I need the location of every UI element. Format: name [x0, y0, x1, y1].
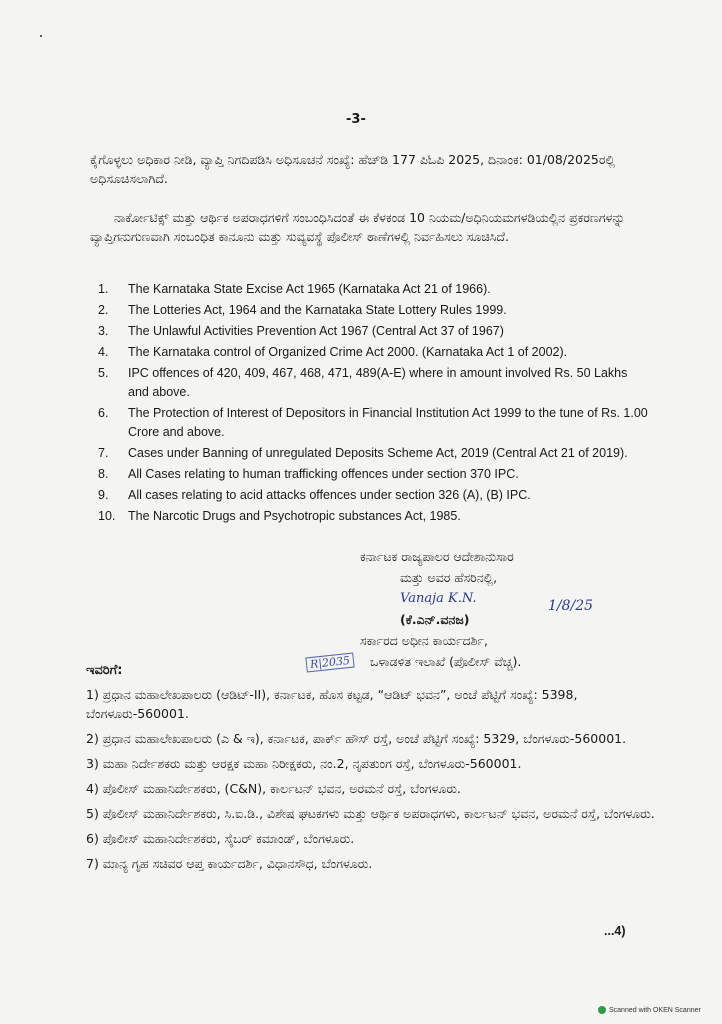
recipients-heading: ಇವರಿಗೆ:	[86, 663, 123, 678]
list-item: 4) ಪೊಲೀಸ್ ಮಹಾನಿರ್ದೇಶಕರು, (C&N), ಕಾರ್ಲಟನ್ ಭವನ, ಅರಮನೆ ರಸ್ತೆ, ಬೆಂಗಳೂರು.	[86, 781, 461, 796]
list-item: 2. The Lotteries Act, 1964 and the Karnataka State Lottery Rules 1999.	[98, 303, 507, 317]
list-item: 6. The Protection of Interest of Depositors in Financial Institution Act 1999 to the tune of Rs. 1.00 Crore and above.	[98, 406, 648, 439]
signatory-name: (ಕೆ.ಎನ್.ವನಜ)	[400, 612, 470, 627]
signature-authority-line: ಕರ್ನಾಟಕ ರಾಜ್ಯಪಾಲರ ಆದೇಶಾನುಸಾರ	[360, 549, 514, 564]
list-item: 5. IPC offences of 420, 409, 467, 468, 471, 489(A-E) where in amount involved Rs. 50 Lakhs and above.	[98, 366, 628, 399]
list-item: 3) ಮಹಾ ನಿರ್ದೇಶಕರು ಮತ್ತು ಆರಕ್ಷಕ ಮಹಾ ನಿರೀಕ್ಷಕರು, ನಂ.2, ನೃಪತುಂಗ ರಸ್ತೆ, ಬೆಂಗಳೂರು-560001.	[86, 756, 522, 771]
recipients-list	[86, 685, 656, 879]
list-item: 1) ಪ್ರಧಾನ ಮಹಾಲೇಖಪಾಲರು (ಆಡಿಟ್-II), ಕರ್ನಾಟಕ, ಹೊಸ ಕಟ್ಟಡ, “ಆಡಿಟ್ ಭವನ”, ಅಂಚೆ ಪೆಟ್ಟಿಗೆ ಸಂಖ್ಯೆ: 5398, ಬೆಂಗಳೂರು-560001.	[86, 687, 578, 721]
paragraph-instruction: ನಾರ್ಕೋಟಿಕ್ಸ್ ಮತ್ತು ಆರ್ಥಿಕ ಅಪರಾಧಗಳಿಗೆ ಸಂಬಂಧಿಸಿದಂತೆ ಈ ಕೆಳಕಂಡ 10 ನಿಯಮ/ಅಧಿನಿಯಮಗಳಡಿಯಲ್ಲಿನ ಪ್ರಕರಣಗಳನ್ನು ವ್ಯಾಪ್ತಿಗನುಗುಣವಾಗಿ ಸಂಬಂಧಿತ ಕಾನೂನು ಮತ್ತು ಸುವ್ಯವಸ್ಥೆ ಪೊಲೀಸ್ ಠಾಣೆಗಳಲ್ಲಿ ನಿರ್ವಹಿಸಲು ಸೂಚಿಸಿದೆ.	[90, 210, 625, 244]
signatory-department: ಒಳಾಡಳಿತ ಇಲಾಖೆ (ಪೊಲೀಸ್ ವೆಚ್ಚ).	[370, 654, 522, 669]
continuation-marker: ...4)	[604, 924, 626, 938]
acts-list	[90, 280, 650, 528]
list-item: 6) ಪೊಲೀಸ್ ಮಹಾನಿರ್ದೇಶಕರು, ಸೈಬರ್ ಕಮಾಂಡ್, ಬೆಂಗಳೂರು.	[86, 831, 355, 846]
signatory-designation: ಸರ್ಕಾರದ ಅಧೀನ ಕಾರ್ಯದರ್ಶಿ,	[360, 633, 488, 648]
scanner-watermark	[598, 1006, 701, 1014]
list-item: 4. The Karnataka control of Organized Crime Act 2000. (Karnataka Act 1 of 2002).	[98, 345, 568, 359]
paragraph-notification: ಕೈಗೊಳ್ಳಲು ಅಧಿಕಾರ ನೀಡಿ, ವ್ಯಾಪ್ತಿ ನಿಗದಿಪಡಿಸಿ ಅಧಿಸೂಚನೆ ಸಂಖ್ಯೆ: ಹೆಚ್‌ಡಿ 177 ಪಿಓಪಿ 2025, ದಿನಾಂಕ: 01/08/2025ರಲ್ಲಿ ಅಧಿಸೂಚಿಸಲಾಗಿದೆ.	[90, 152, 615, 186]
list-item: 5) ಪೊಲೀಸ್ ಮಹಾನಿರ್ದೇಶಕರು, ಸಿ.ಐ.ಡಿ., ವಿಶೇಷ ಘಟಕಗಳು ಮತ್ತು ಆರ್ಥಿಕ ಅಪರಾಧಗಳು, ಕಾರ್ಲಟನ್ ಭವನ, ಅರಮನೆ ರಸ್ತೆ, ಬೆಂಗಳೂರು.	[86, 806, 655, 821]
list-item: 1. The Karnataka State Excise Act 1965 (Karnataka Act 21 of 1966).	[98, 282, 491, 296]
scanner-logo-icon	[598, 1006, 606, 1014]
received-stamp: R|2035	[305, 653, 354, 673]
scan-speck	[40, 35, 42, 37]
list-item: 10. The Narcotic Drugs and Psychotropic substances Act, 1985.	[98, 509, 461, 523]
list-item: 2) ಪ್ರಧಾನ ಮಹಾಲೇಖಪಾಲರು (ಎ & ಇ), ಕರ್ನಾಟಕ, ಪಾರ್ಕ್ ಹೌಸ್ ರಸ್ತೆ, ಅಂಚೆ ಪೆಟ್ಟಿಗೆ ಸಂಖ್ಯೆ: 5329, ಬೆಂಗಳೂರು-560001.	[86, 731, 627, 746]
list-item: 9. All cases relating to acid attacks offences under section 326 (A), (B) IPC.	[98, 488, 531, 502]
scanner-label: Scanned with OKEN Scanner	[609, 1006, 701, 1014]
page-number: -3-	[346, 112, 366, 127]
handwritten-signature: Vanaja K.N.	[400, 591, 477, 606]
signature-name-line: ಮತ್ತು ಅವರ ಹೆಸರಿನಲ್ಲಿ,	[400, 570, 498, 585]
signature-block	[360, 546, 660, 672]
list-item: 7) ಮಾನ್ಯ ಗೃಹ ಸಚಿವರ ಆಪ್ತ ಕಾರ್ಯದರ್ಶಿ, ವಿಧಾನಸೌಧ, ಬೆಂಗಳೂರು.	[86, 856, 373, 871]
list-item: 8. All Cases relating to human trafficking offences under section 370 IPC.	[98, 467, 519, 481]
list-item: 3. The Unlawful Activities Prevention Act 1967 (Central Act 37 of 1967)	[98, 324, 504, 338]
handwritten-date: 1/8/25	[548, 598, 594, 614]
list-item: 7. Cases under Banning of unregulated Deposits Scheme Act, 2019 (Central Act 21 of 2019).	[98, 446, 628, 460]
